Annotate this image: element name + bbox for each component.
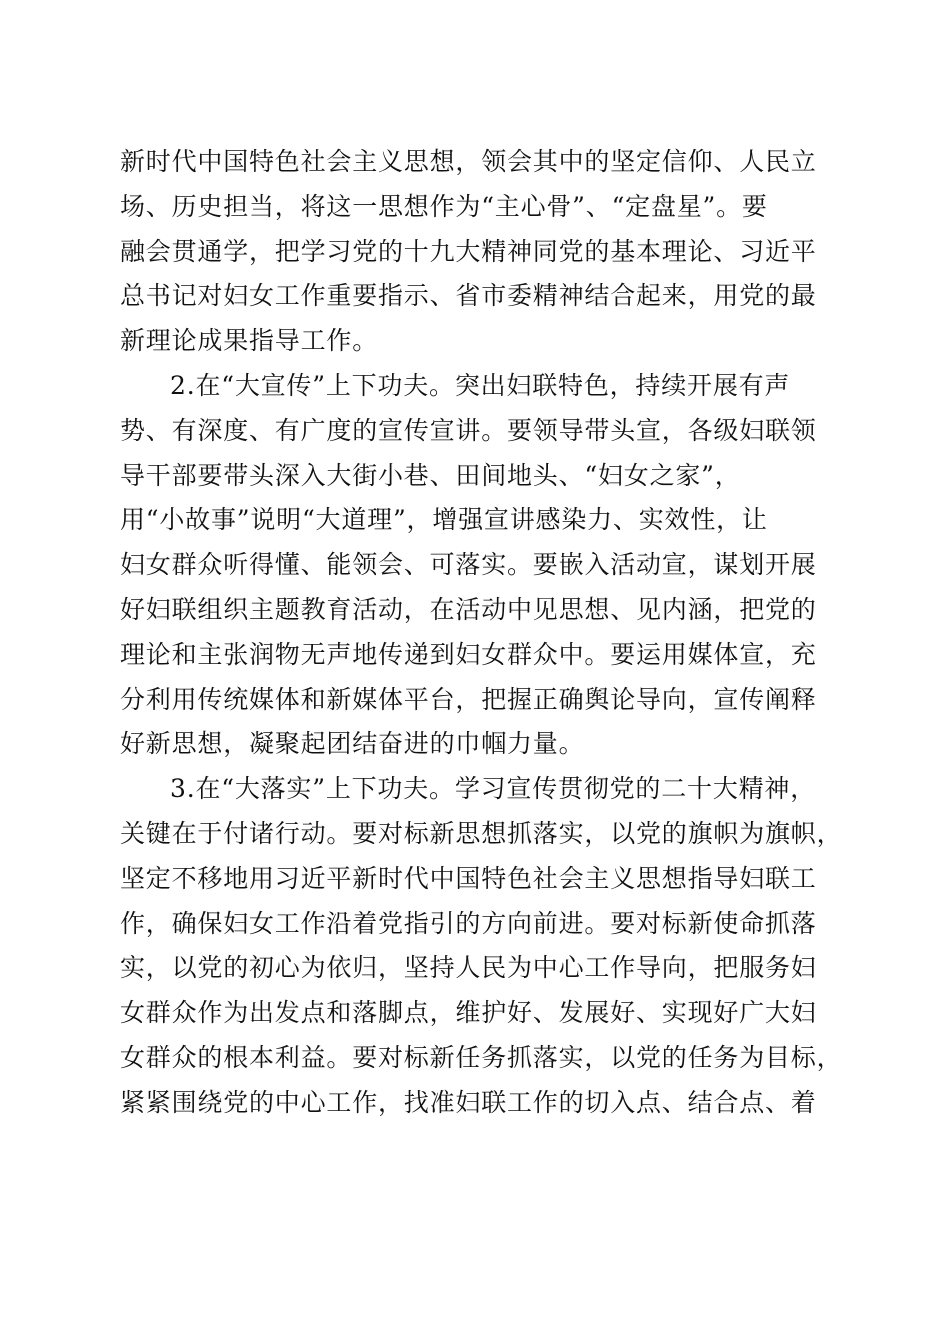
text-line: 新时代中国特色社会主义思想，领会其中的坚定信仰、人民立 bbox=[120, 147, 817, 176]
text-line: 用“小故事”说明“大道理”，增强宣讲感染力、实效性，让 bbox=[120, 505, 768, 535]
document-body bbox=[120, 140, 843, 1126]
paragraph-continuation bbox=[120, 140, 840, 364]
text-line: 紧紧围绕党的中心工作，找准妇联工作的切入点、结合点、着 bbox=[120, 1087, 817, 1117]
text-line: 妇女群众听得懂、能领会、可落实。要嵌入活动宣，谋划开展 bbox=[120, 550, 817, 580]
text-line: 女群众作为出发点和落脚点，维护好、发展好、实现好广大妇 bbox=[120, 998, 817, 1028]
text-line: 总书记对妇女工作重要指示、省市委精神结合起来，用党的最 bbox=[120, 281, 817, 311]
text-line: 3.在“大落实”上下功夫。学习宣传贯彻党的二十大精神， bbox=[170, 774, 817, 804]
text-line: 好妇联组织主题教育活动，在活动中见思想、见内涵，把党的 bbox=[120, 594, 817, 624]
paragraph-2-publicity bbox=[120, 364, 840, 767]
text-line: 作，确保妇女工作沿着党指引的方向前进。要对标新使命抓落 bbox=[120, 908, 817, 938]
text-line: 坚定不移地用习近平新时代中国特色社会主义思想指导妇联工 bbox=[120, 863, 817, 893]
text-line: 理论和主张润物无声地传递到妇女群众中。要运用媒体宣，充 bbox=[120, 639, 817, 669]
text-line: 2.在“大宣传”上下功夫。突出妇联特色，持续开展有声 bbox=[170, 370, 791, 400]
text-line: 势、有深度、有广度的宣传宣讲。要领导带头宣，各级妇联领 bbox=[120, 415, 817, 445]
text-line: 好新思想，凝聚起团结奋进的巾帼力量。 bbox=[120, 729, 585, 759]
text-line: 实，以党的初心为依归，坚持人民为中心工作导向，把服务妇 bbox=[120, 953, 817, 983]
text-line: 导干部要带头深入大街小巷、田间地头、“妇女之家”， bbox=[120, 460, 741, 490]
text-line: 女群众的根本利益。要对标新任务抓落实，以党的任务为目标， bbox=[120, 1042, 843, 1072]
text-line: 场、历史担当，将这一思想作为“主心骨”、“定盘星”。要 bbox=[120, 191, 768, 221]
text-line: 分利用传统媒体和新媒体平台，把握正确舆论导向，宣传阐释 bbox=[120, 684, 817, 714]
text-line: 关键在于付诸行动。要对标新思想抓落实，以党的旗帜为旗帜， bbox=[120, 818, 843, 848]
paragraph-3-implementation bbox=[120, 767, 843, 1125]
text-line: 新理论成果指导工作。 bbox=[120, 326, 379, 356]
text-line: 融会贯通学，把学习党的十九大精神同党的基本理论、习近平 bbox=[120, 236, 817, 266]
